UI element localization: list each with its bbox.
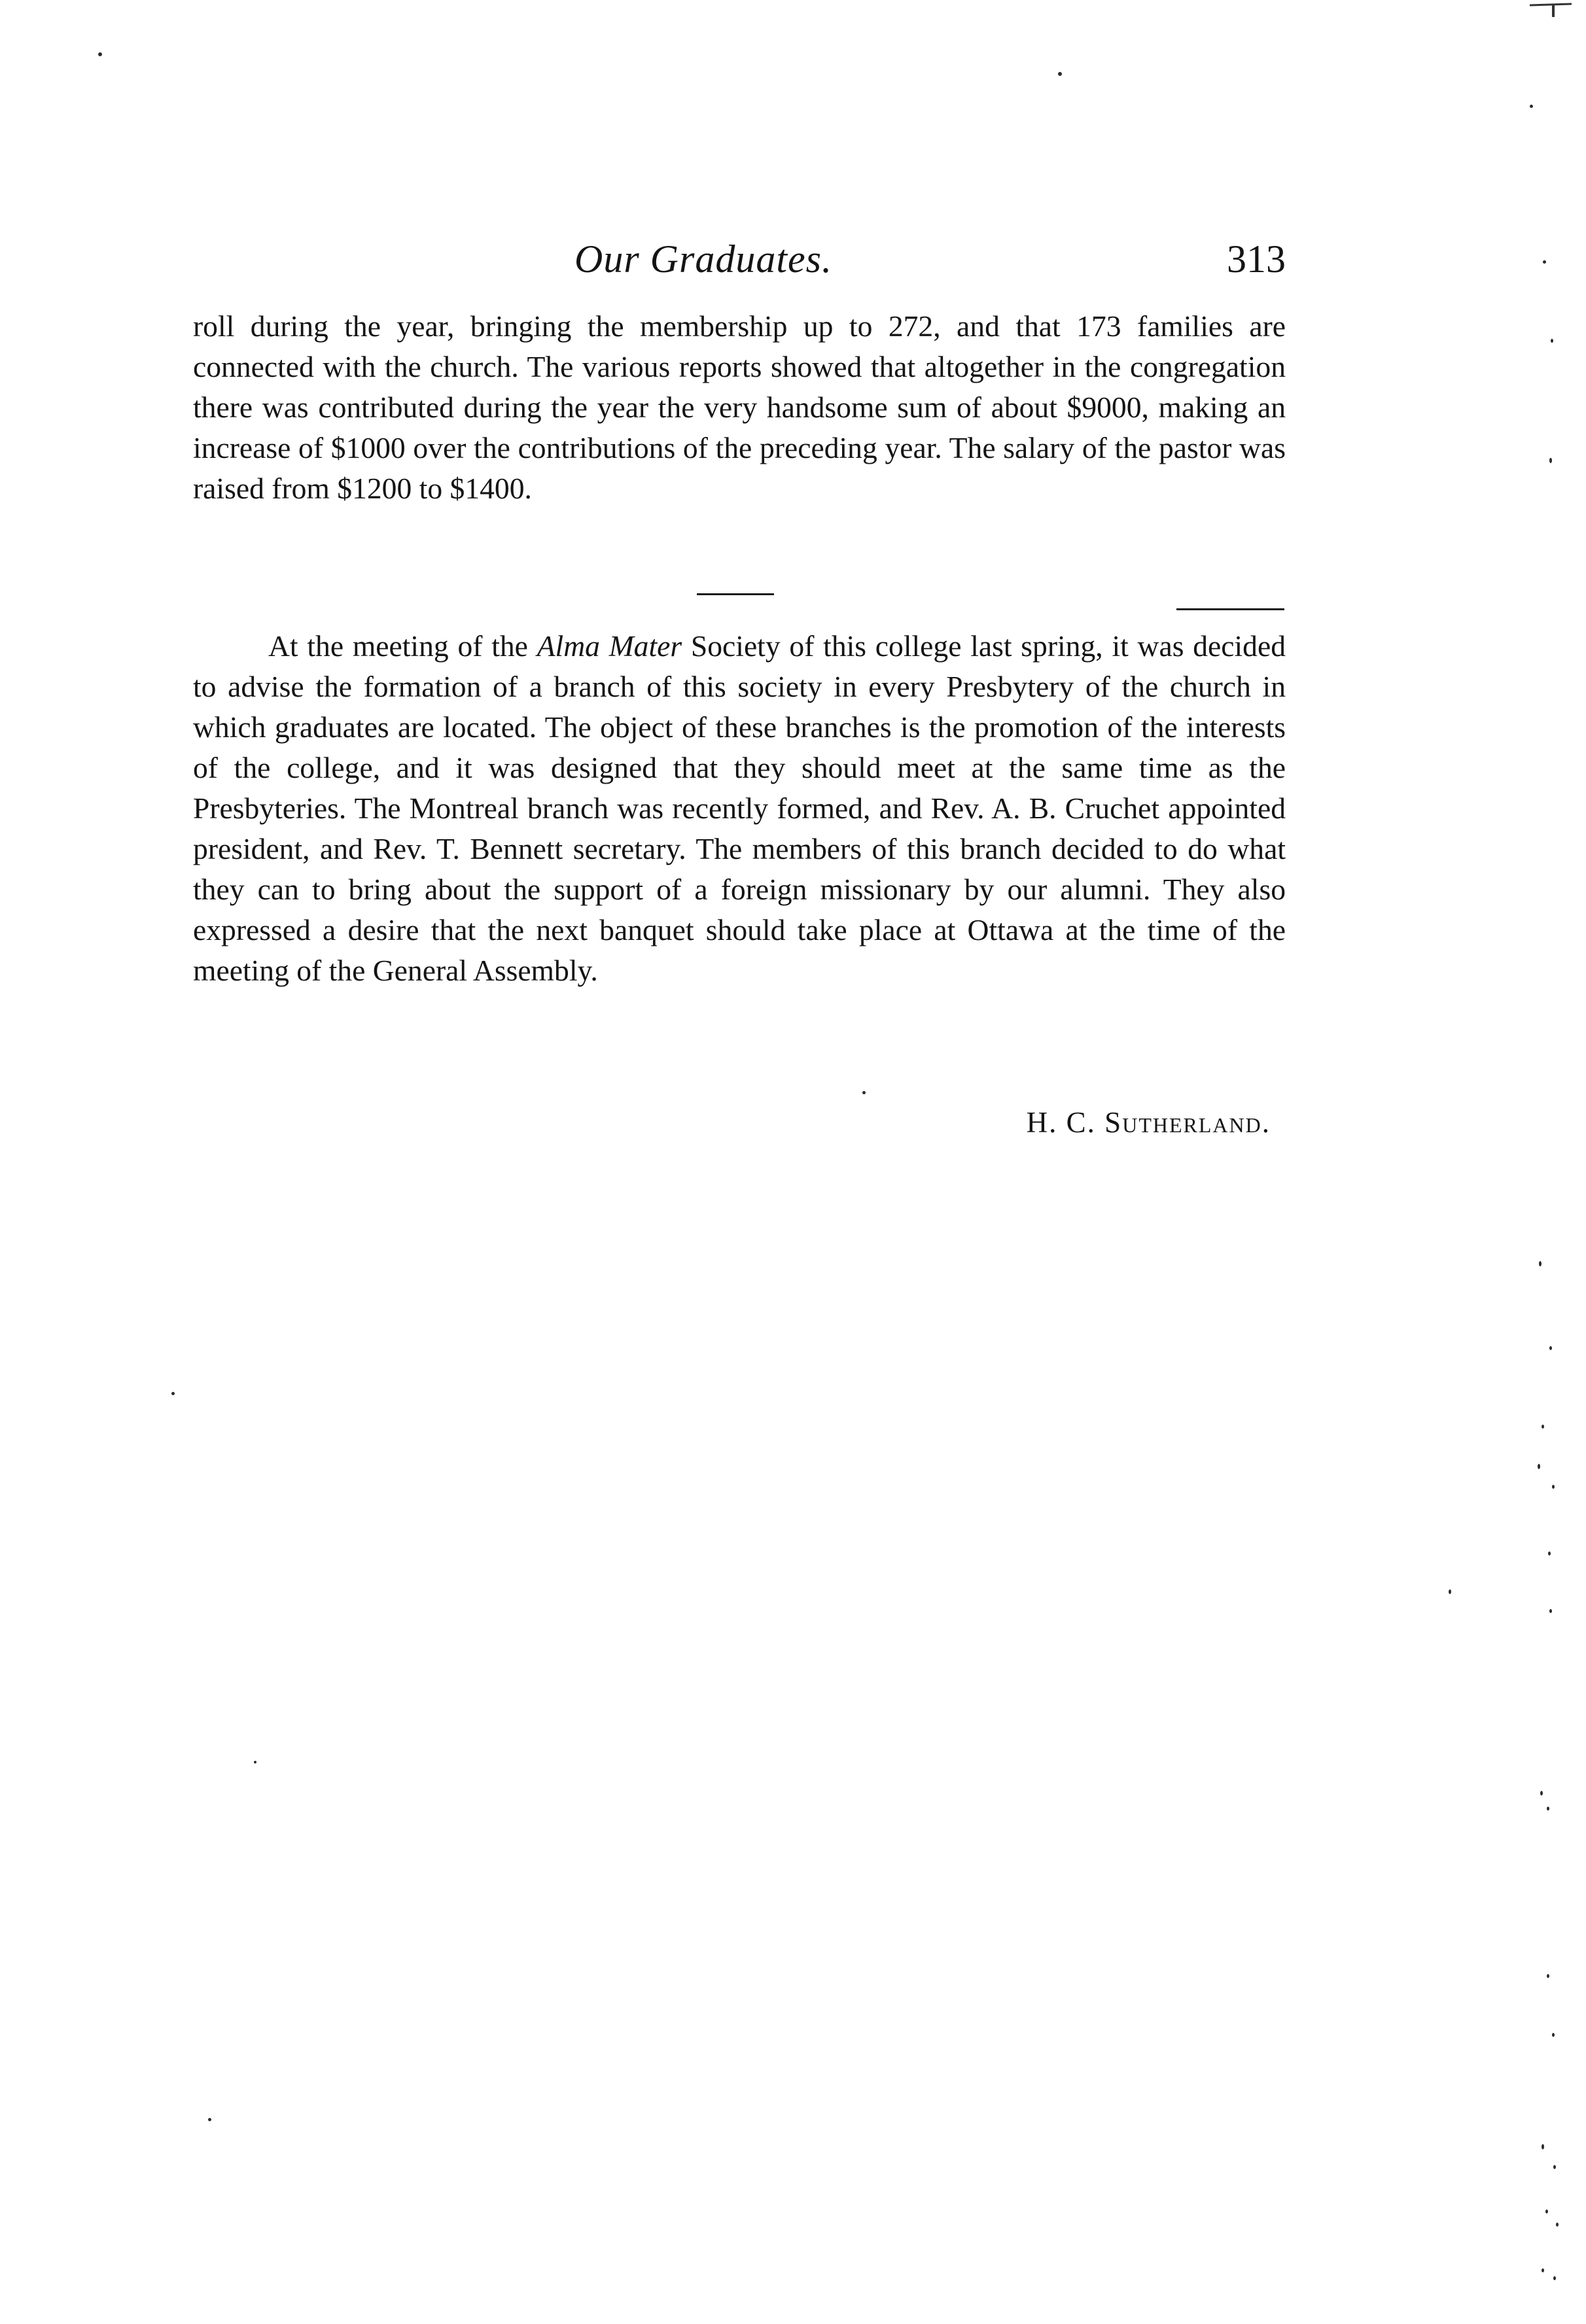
scan-speck [1556, 2223, 1559, 2227]
scan-speck [254, 1761, 256, 1763]
paragraph-continued [193, 306, 1286, 509]
scan-speck [1549, 1346, 1552, 1350]
scan-speck [1538, 1464, 1540, 1469]
scan-speck [1545, 2210, 1548, 2213]
scan-speck [1542, 2144, 1544, 2149]
scan-speck [1058, 72, 1062, 76]
author-signature: H. C. Sutherland. [1026, 1106, 1271, 1139]
page-number: 313 [1227, 237, 1286, 281]
scan-speck [1553, 2276, 1556, 2280]
alma-mater-italic: Alma Mater [537, 629, 682, 663]
running-title: Our Graduates. [574, 237, 832, 281]
scan-speck [862, 1091, 866, 1094]
scan-speck [171, 1392, 175, 1395]
paragraph-alma-mater [193, 626, 1286, 991]
scan-speck [1540, 1791, 1543, 1795]
section-divider-right [1176, 608, 1284, 610]
scan-speck [1543, 260, 1546, 264]
scan-speck [1449, 1589, 1451, 1594]
paragraph-1-text: roll during the year, bringing the membership up to 272, and that 173 families are connected with the church. The various reports showed that altogether in the congregation there was contributed during the year the very handsome sum of about $9000, making an increase of $1000 over the contributions of the preceding year. The salary of the pastor was raised from $1200 to $1400. [193, 309, 1286, 505]
scan-speck [1549, 1609, 1552, 1613]
scan-speck [1547, 1974, 1549, 1978]
scan-speck [98, 52, 102, 56]
scan-speck [208, 2118, 211, 2121]
scan-speck [1530, 105, 1533, 108]
paragraph-2-lead: At the meeting of the [268, 629, 537, 663]
section-divider-center [697, 593, 774, 595]
paragraph-2-rest: Society of this college last spring, it was decided to advise the formation of a branch of this society in every Presbytery of the church in which graduates are located. The object of these branches is the promotion of the interests of the college, and it was designed that they should meet at the same time as the Presbyteries. The Montreal branch was recently formed, and Rev. A. B. Cruchet appointed president, and Rev. T. Bennett secretary. The members of this branch decided to do what they can to bring about the support of a foreign missionary by our alumni. They also expressed a desire that the next banquet should take place at Ottawa at the time of the meeting of the General Assembly. [193, 629, 1286, 987]
scan-speck [1553, 2165, 1556, 2169]
scan-speck [1548, 1552, 1551, 1555]
scan-speck [1547, 1807, 1549, 1811]
corner-ink-mark [1527, 0, 1574, 20]
running-head [193, 233, 1286, 285]
scan-speck [1552, 1485, 1555, 1489]
scan-speck [1539, 1261, 1542, 1266]
scan-speck [1542, 2268, 1544, 2272]
paragraph-2-text [193, 626, 1286, 991]
scan-speck [1549, 458, 1552, 463]
scan-speck [1542, 1425, 1544, 1429]
scan-speck [1551, 339, 1553, 343]
scan-speck [1552, 2033, 1555, 2037]
